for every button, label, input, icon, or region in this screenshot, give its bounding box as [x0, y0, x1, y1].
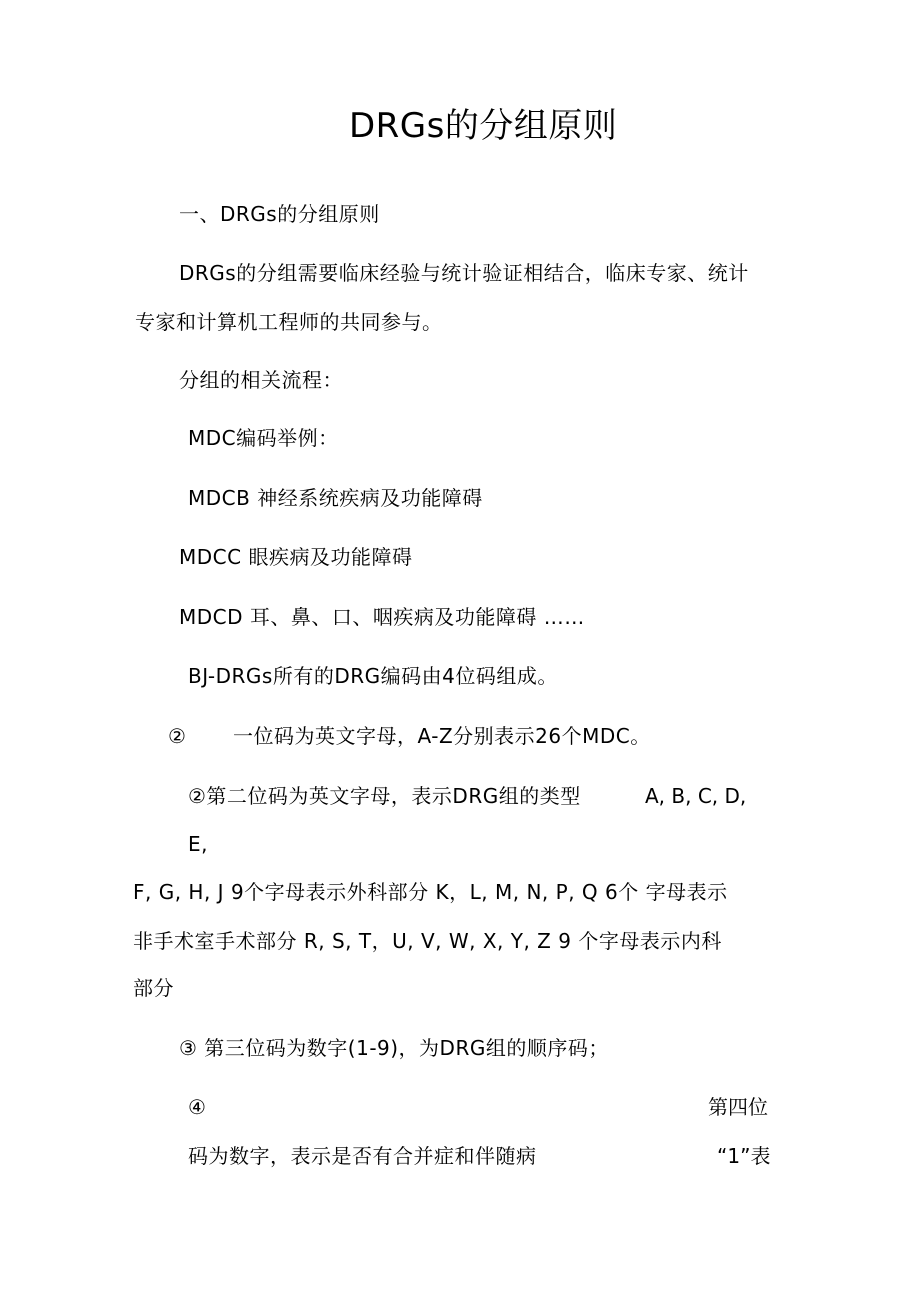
drg-code-intro: BJ-DRGs所有的DRG编码由4位码组成。	[188, 664, 558, 688]
digit2-line: F, G, H, J 9个字母表示外科部分 K，L, M, N, P, Q 6个 字母表示	[133, 880, 728, 904]
paragraph-line: DRGs的分组需要临床经验与统计验证相结合，临床专家、统计	[179, 261, 749, 285]
page-title: DRGs的分组原则	[349, 106, 618, 146]
list-marker: ②	[168, 724, 187, 748]
digit2-line: 部分	[133, 976, 174, 1000]
digit2-line: 非手术室手术部分 R, S, T，U, V, W, X, Y, Z 9 个字母表示内科	[133, 929, 722, 953]
mdc-example-label: MDC编码举例：	[188, 426, 339, 450]
mdc-example-item: MDCB 神经系统疾病及功能障碍	[188, 486, 483, 510]
list-marker: ④	[188, 1095, 207, 1119]
section-heading: 一、DRGs的分组原则	[179, 202, 380, 226]
digit3-text: ③ 第三位码为数字(1-9)，为DRG组的顺序码；	[179, 1036, 609, 1060]
digit2-letters: A, B, C, D,	[645, 784, 747, 808]
paragraph-line: 专家和计算机工程师的共同参与。	[135, 310, 443, 334]
flow-label: 分组的相关流程：	[179, 368, 343, 392]
digit2-text: ②第二位码为英文字母，表示DRG组的类型	[188, 784, 581, 808]
digit1-text: 一位码为英文字母，A-Z分别表示26个MDC。	[233, 724, 651, 748]
digit4-line-right: “1”表	[717, 1144, 771, 1168]
digit2-continuation: E,	[188, 832, 208, 856]
mdc-example-item: MDCD 耳、鼻、口、咽疾病及功能障碍 ……	[179, 605, 585, 629]
digit4-line: 码为数字，表示是否有合并症和伴随病	[188, 1144, 537, 1168]
digit4-right-text: 第四位	[708, 1095, 768, 1119]
mdc-example-item: MDCC 眼疾病及功能障碍	[179, 545, 413, 569]
